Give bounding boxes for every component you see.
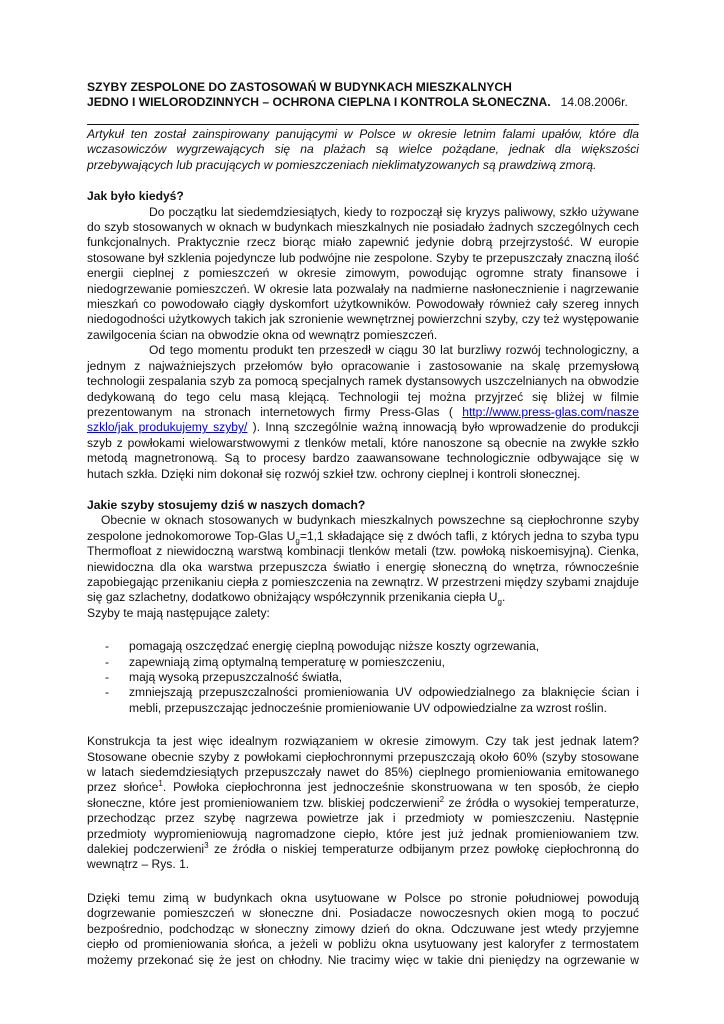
- dash-bullet: -: [105, 639, 110, 654]
- list-item: [87, 639, 639, 654]
- title-line-2-text: JEDNO I WIELORODZINNYCH – OCHRONA CIEPLNA I KONTROLA SŁONECZNA.: [87, 95, 551, 109]
- footnote-ref[interactable]: 1: [158, 779, 163, 789]
- advantages-intro: Szyby te mają następujące zalety:: [87, 605, 270, 620]
- document-title: [87, 80, 639, 110]
- document-date: 14.08.2006r.: [560, 95, 628, 109]
- list-item: [87, 655, 639, 670]
- spacer: [87, 173, 639, 189]
- lead-paragraph: Artykuł ten został zainspirowany panującymi w Polsce w okresie letnim falami upałów, które dla wczasowiczów wygrzewających się na plażach są wielce pożądane, jednak dla większości przebywających lub pracujących w pomieszczeniach nieklimatyzowanych są prawdziwą zmorą.: [87, 127, 639, 172]
- history-paragraph-2: [87, 343, 639, 482]
- subscript: g: [497, 597, 502, 607]
- text-run: . Powłoka ciepłochronna jest jednocześnie skonstruowana w ten sposób, że ciepło słoneczne, które jest promieniowaniem tzw. bliskiej podczerwieni: [87, 780, 639, 810]
- list-item: [87, 670, 639, 685]
- spacer: [87, 482, 639, 498]
- document-page: [87, 80, 639, 968]
- history-paragraph-2-text-a: Od tego momentu produkt ten przeszedł w ciągu 30 lat burzliwy rozwój technologiczny, a jednym z najważniejszych przełomów było opracowanie i zastosowanie na skalę przemysłową technologii zespalania szyb za pomocą specjalnych ramek dystansowych uszczelnianych na obwodzie dedykowaną do tego celu masą klejącą. Technologii tej można przyjrzeć się bliżej w filmie prezentowanym na stronach internetowych firmy Press-Glas (: [87, 343, 639, 419]
- text-run: Konstrukcja ta jest więc idealnym rozwiązaniem w okresie zimowym. Czy tak jest jednak latem? Stosowane obecnie szyby z powłokami ciepłochronnymi przepuszczają około 60% (szyby stosowane w latach siedemdziesiątych przepuszczały nawet do 85%) cieplnego promieniowania emitowanego przez słońce: [87, 734, 639, 795]
- subscript: g: [295, 536, 300, 546]
- dash-bullet: -: [105, 654, 110, 669]
- text-run: Obecnie w oknach stosowanych w budynkach mieszkalnych powszechne są ciepłochronne szyby zespolone jednokomorowe Top-Glas U: [87, 513, 639, 543]
- list-item-text: zmniejszają przepuszczalności promieniowania UV odpowiedzialnego za blaknięcie ścian i mebli, przepuszczając jednocześnie promieniowanie UV odpowiedzialne za wzrost roślin.: [129, 685, 639, 715]
- footnote-ref[interactable]: 2: [439, 794, 445, 804]
- title-line-2: [87, 95, 639, 110]
- list-item-text: pomagają oszczędzać energię cieplną powodując niższe koszty ogrzewania,: [129, 639, 540, 654]
- list-item: [87, 685, 639, 716]
- today-paragraph-1: [87, 513, 639, 605]
- today-paragraph-3: Dzięki temu zimą w budynkach okna usytuowane w Polsce po stronie południowej powodują dogrzewanie pomieszczeń w słoneczne dni. Posiadacze nowoczesnych okien mogą to poczuć bezpośrednio, podchodząc w słoneczny zimowy dzień do okna. Odczuwane jest wtedy przyjemne ciepło od promieniowania słońca, a jeżeli w pobliżu okna usytuowany jest kaloryfer z termostatem możemy przekonać się że jest on chłodny. Nie tracimy więc w takie dni pieniędzy na ogrzewanie w: [87, 890, 639, 967]
- list-item-text: mają wysoką przepuszczalność światła,: [129, 670, 343, 684]
- title-line-1: SZYBY ZESPOLONE DO ZASTOSOWAŃ W BUDYNKACH MIESZKALNYCH: [87, 80, 512, 94]
- section-heading-today: Jakie szyby stosujemy dziś w naszych domach?: [87, 497, 366, 512]
- spacer: [87, 873, 639, 891]
- footnote-ref[interactable]: 3: [204, 841, 209, 851]
- spacer: [87, 716, 639, 734]
- spacer: [87, 621, 639, 639]
- list-item-text: zapewniają zimą optymalną temperaturę w pomieszczeniu,: [129, 654, 445, 669]
- press-glas-video-link[interactable]: http://www.press-glas.com/nasze szklo/jak produkujemy szyby/: [87, 404, 639, 435]
- text-run: =1,1 składające się z dwóch tafli, z których jedna to szyba typu Thermofloat z niewidoczną warstwą kombinacji tlenków metali (tzw. powłoką niskoemisyjną). Cienka, niewidoczna dla oka warstwa przepuszcza światło i energię słoneczną do wnętrza, równocześnie zapobiegając przenikaniu ciepła z pomieszczenia na zewnątrz. W przestrzeni między szybami znajduje się gaz szlachetny, dodatkowo obniżający współczynnik przenikania ciepła U: [87, 528, 639, 605]
- advantages-list: [87, 639, 639, 716]
- text-run: ze źródła o niskiej temperaturze odbijanym przez powłokę ciepłochronną do wewnątrz – Rys. 1.: [87, 842, 639, 872]
- title-divider: [87, 124, 639, 125]
- section-heading-history: Jak było kiedyś?: [87, 189, 184, 204]
- text-run: ze źródła o wysokiej temperaturze, przechodząc przez szybę nagrzewa powietrze jak i przedmioty w pomieszczeniu. Następnie przedmioty wypromieniowują nagromadzone ciepło, które jest już jednak promieniowaniem tzw. dalekiej podczerwieni: [87, 795, 639, 857]
- history-paragraph-1: Do początku lat siedemdziesiątych, kiedy to rozpoczął się kryzys paliwowy, szkło używane do szyb stosowanych w oknach w budynkach mieszkalnych nie posiadało żadnych szczególnych cech funkcjonalnych. Praktycznie rzecz biorąc miało zapewnić jedynie dobrą przejrzystość. W europie stosowane był szklenia pojedyncze lub podwójne nie zespolone. Szyby te przepuszczały znaczną ilość energii cieplnej z pomieszczeń w okresie zimowym, powodując ogromne straty finansowe i niedogrzewanie pomieszczeń. W okresie lata pozwalały na nadmierne nasłonecznienie i nagrzewanie mieszkań co powodowało ciągły dyskomfort użytkowników. Powodowały również cały szereg innych niedogodności użytkowych takich jak szronienie wewnętrznej powierzchni szyby, czy też występowanie zawilgocenia ścian na obwodzie okna od wewnątrz pomieszczeń.: [87, 204, 639, 342]
- dash-bullet: -: [105, 670, 110, 684]
- text-run: .: [501, 590, 506, 605]
- today-paragraph-2: [87, 734, 639, 873]
- dash-bullet: -: [105, 685, 110, 700]
- history-paragraph-2-text-b: ). Inną szczególnie ważną innowacją było wprowadzenie do produkcji szyb z powłokami wielowarstwowymi z tlenków metali, które nanoszone są obecnie na zwykłe szkło metodą magnetronową. Są to procesy bardzo zaawansowane technologicznie odbywające się w hutach szkła. Dzięki nim dokonał się rozwój szkieł tzw. ochrony cieplnej i kontroli słonecznej.: [87, 420, 639, 481]
